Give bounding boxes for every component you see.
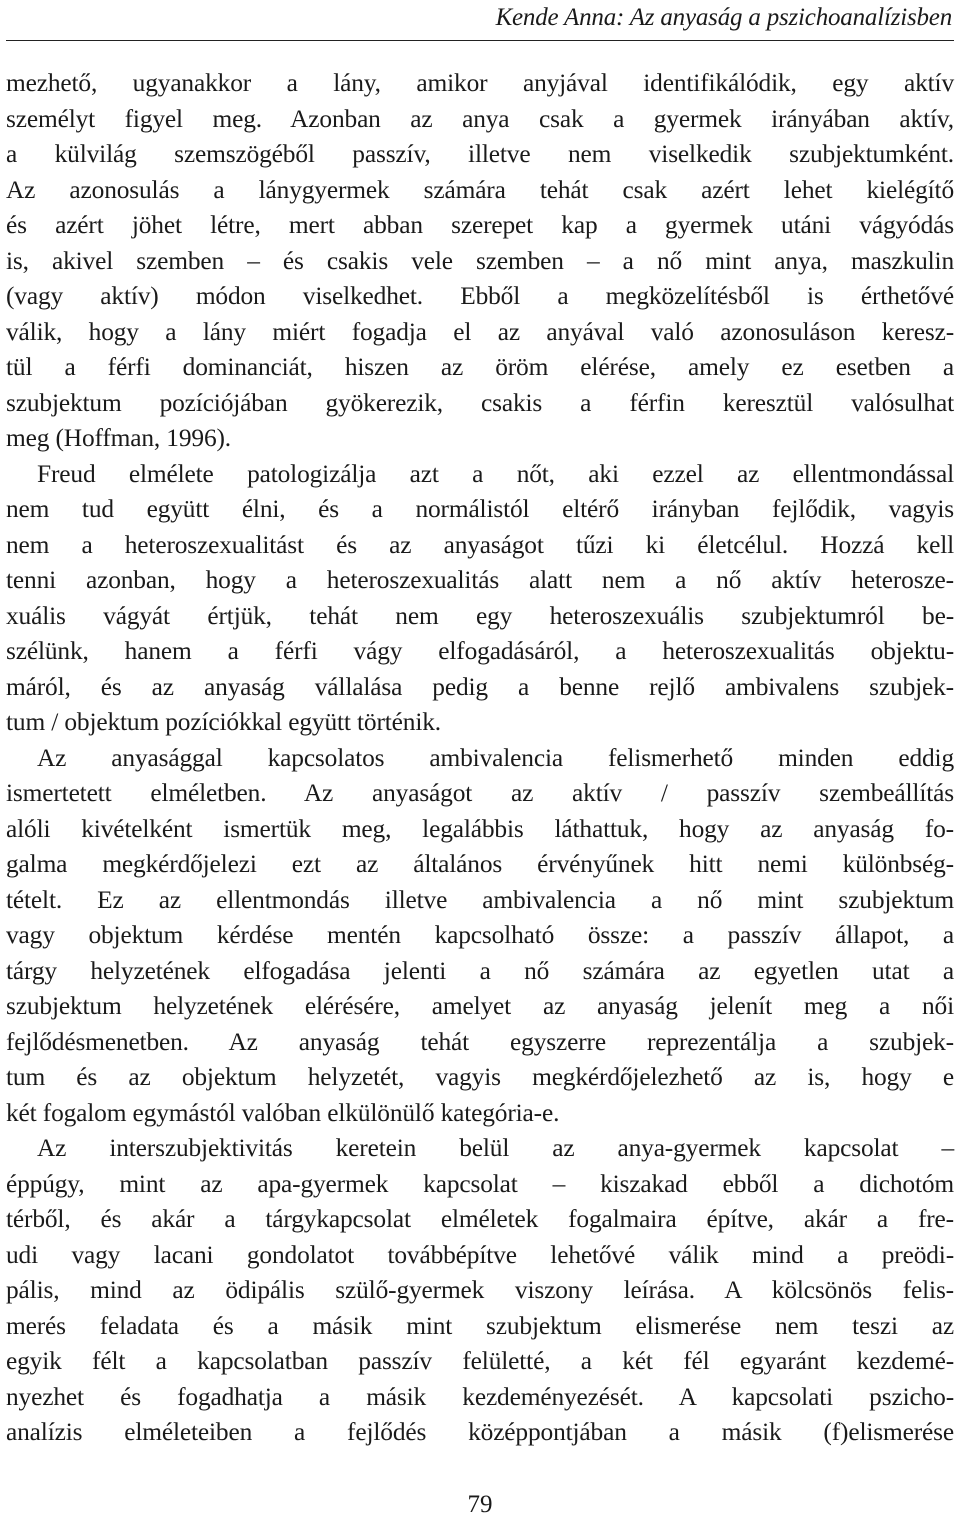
text-line: tül a férfi dominanciát, hiszen az öröm elérése, amely ez esetben a	[6, 353, 954, 381]
text-line: fejlődésmenetben. Az anyaság tehát egyszerre reprezentálja a szubjek-	[6, 1027, 954, 1056]
text-line: két fogalom egymástól valóban elkülönülő kategória-e.	[6, 1098, 560, 1127]
text-line: galma megkérdőjelezi ezt az általános érvényűnek hitt nemi különbség-	[6, 850, 954, 878]
text-line: egyik félt a kapcsolatban passzív felületté, a két fél egyaránt kezdemé-	[6, 1347, 954, 1375]
text-line: Freud elmélete patologizálja azt a nőt, aki ezzel az ellentmondással	[37, 459, 954, 488]
text-line: Az azonosulás a lánygyermek számára tehát csak azért lehet kielégítő	[6, 175, 954, 204]
text-line: tételt. Ez az ellentmondás illetve ambivalencia a nő mint szubjektum	[6, 885, 954, 914]
text-line: szubjektum pozíciójában gyökerezik, csakis a férfin keresztül valósulhat	[6, 388, 954, 417]
text-line: udi vagy lacani gondolatot továbbépítve lehetővé válik mind a preödi-	[6, 1240, 954, 1269]
text-line: válik, hogy a lány miért fogadja el az anyával való azonosuláson keresz-	[6, 317, 954, 346]
text-line: nem tud együtt élni, és a normálistól eltérő irányban fejlődik, vagyis	[6, 495, 954, 523]
text-line: merés feladata és a másik mint szubjektum elismerése nem teszi az	[6, 1311, 954, 1340]
text-line: éppúgy, mint az apa-gyermek kapcsolat – kiszakad ebből a dichotóm	[6, 1169, 954, 1198]
text-line: vagy objektum kérdése mentén kapcsolható össze: a passzív állapot, a	[6, 921, 954, 949]
text-line: nyezhet és fogadhatja a másik kezdeményezését. A kapcsolati pszicho-	[6, 1382, 954, 1411]
body-text	[6, 66, 954, 1451]
text-line: pális, mind az ödipális szülő-gyermek viszony leírása. A kölcsönös felis-	[6, 1276, 954, 1304]
text-line: Az anyasággal kapcsolatos ambivalencia felismerhető minden eddig	[37, 743, 954, 772]
text-line: analízis elméleteiben a fejlődés középpontjában a másik (f)elismerése	[6, 1418, 954, 1446]
page-number: 79	[467, 1491, 493, 1518]
text-line: nem a heteroszexualitást és az anyaságot tűzi ki életcélul. Hozzá kell	[6, 530, 954, 559]
text-line: alóli kivételként ismertük meg, legalábbis láthattuk, hogy az anyaság fo-	[6, 814, 954, 843]
text-line: is, akivel szemben – és csakis vele szemben – a nő mint anya, maszkulin	[6, 246, 954, 275]
text-line: és azért jöhet létre, mert abban szerepet kap a gyermek utáni vágyódás	[6, 211, 954, 239]
text-line: máról, és az anyaság vállalása pedig a benne rejlő ambivalens szubjek-	[6, 672, 954, 701]
text-line: (vagy aktív) módon viselkedhet. Ebből a megközelítésből is érthetővé	[6, 282, 954, 310]
text-line: tum / objektum pozíciókkal együtt történik.	[6, 708, 441, 736]
text-line: meg (Hoffman, 1996).	[6, 424, 231, 452]
text-line: személyt figyel meg. Azonban az anya csak a gyermek irányában aktív,	[6, 104, 954, 133]
text-line: ismertetett elméletben. Az anyaságot az aktív / passzív szembeállítás	[6, 779, 954, 807]
text-line: Az interszubjektivitás keretein belül az anya-gyermek kapcsolat –	[37, 1134, 954, 1162]
running-header: Kende Anna: Az anyaság a pszichoanalízisben	[495, 4, 952, 31]
text-line: tenni azonban, hogy a heteroszexualitás alatt nem a nő aktív heterosze-	[6, 566, 954, 594]
header-rule	[6, 40, 954, 41]
text-line: tum és az objektum helyzetét, vagyis megkérdőjelezhető az is, hogy e	[6, 1063, 954, 1091]
text-line: xuális vágyát értjük, tehát nem egy heteroszexuális szubjektumról be-	[6, 601, 954, 630]
text-line: szubjektum helyzetének elérésére, amelyet az anyaság jelenít meg a női	[6, 992, 954, 1020]
text-line: mezhető, ugyanakkor a lány, amikor anyjával identifikálódik, egy aktív	[6, 69, 954, 97]
text-line: a külvilág szemszögéből passzív, illetve nem viselkedik szubjektumként.	[6, 140, 954, 168]
text-line: tárgy helyzetének elfogadása jelenti a nő számára az egyetlen utat a	[6, 956, 954, 985]
text-line: térből, és akár a tárgykapcsolat elméletek fogalmaira építve, akár a fre-	[6, 1205, 954, 1233]
text-line: szélünk, hanem a férfi vágy elfogadásáról, a heteroszexualitás objektu-	[6, 637, 954, 665]
